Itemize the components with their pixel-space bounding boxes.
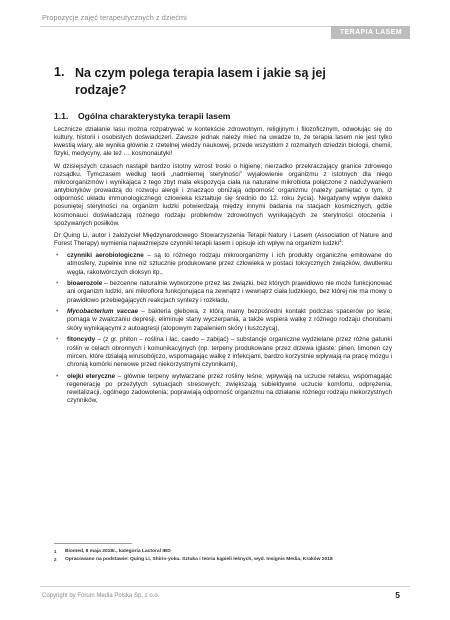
list-item bbox=[54, 373, 392, 406]
list-item-text: – bakteria glebowa, z którą mamy bezpośredni kontakt podczas spacerów po lesie; pomaga w zwalczaniu depresji, eliminuje stany wyczerpania, a także wspiera walkę z różnego rodzaju chorobami skóry wynikającymi z autoagresji (atopowym zapaleniem skóry i łuszczycą), bbox=[67, 308, 393, 332]
body-text bbox=[54, 126, 392, 409]
section-number: 1.1. bbox=[54, 111, 69, 121]
list-item bbox=[54, 308, 392, 332]
chapter-number: 1. bbox=[54, 65, 65, 79]
section-heading bbox=[54, 111, 230, 121]
list-item-term: Mycobacterium vaccae bbox=[67, 308, 139, 316]
footnote-reference[interactable]: 1 bbox=[339, 237, 342, 243]
list-item-text: – bezcenne naturalnie wytworzone przez las związki, bez których prawidłowo nie może funkcjonować ani organizm ludzki, ani mikroflora funkcjonująca na zewnątrz i wewnątrz ciała ludzkiego, bez której nie ma mowy o prawidłowo przebiegających reakcjach syntezy i rozkładu, bbox=[67, 280, 392, 304]
footnote bbox=[54, 549, 392, 555]
intro-end: : bbox=[341, 240, 344, 248]
bullet-icon: • bbox=[56, 252, 59, 260]
footnote-number: 2 bbox=[54, 556, 57, 562]
paragraph: Lecznicze działanie lasu można rozpatrywać w kontekście zdrowotnym, religijnym i filozoficznym, odwołując się do kultury, historii i osobistych doświadczeń. Zawsze jednak należy mieć na uwadze to, że terapia lasem nie jest tylko kwestią wiary, ale wynika głównie z rzetelnej wiedzy naukowej, przede wszystkim z rozmaitych dziedzin biologii, chemii, fizyki, medycyny, ale też … kosmonautyki! bbox=[54, 126, 392, 158]
footer-rule bbox=[40, 586, 410, 587]
bullet-icon: • bbox=[56, 280, 59, 288]
list-item-text: – głównie terpeny wytwarzane przez rośliny leśne; wpływają na uczucie relaksu, wspomagając regenerację po przeżytych sytuacjach stresowych; zwiększają subiektywne uczucie komfortu, odprężenia, rewitalizacji, ogólnego zadowolenia; poprawiają odporność organizmu na działanie różnego rodzaju niekorzystnych czynników, bbox=[67, 372, 393, 405]
list-item-text: – (z gr. phiton – roślina i łac. caedo – zabijać) – substancje organiczne wydzielane przez różne gatunki roślin w celach obronnych i komunikacyjnych (np. terpeny produkowane przez drzewa iglaste: pinen, limonen czy mircen, które działają wirusobójczo, wspomagając walkę z infekcjami, bardzo korzystnie wpływają na pracę mózgu i chronią komórki nerwowe przed niekorzystnymi czynnikami), bbox=[67, 336, 392, 368]
footnote-number: 1 bbox=[54, 549, 57, 554]
list-item-term: fitoncydy bbox=[67, 336, 96, 344]
copyright: Copyright by Forum Media Polska Sp. z o.o. bbox=[42, 593, 160, 599]
factor-list bbox=[54, 252, 392, 405]
paragraph: W dzisiejszych czasach nastąpił bardzo istotny wzrost troski o higienę, nierzadko przekraczający granice zdrowego rozsądku. Tymczasem według teorii „nadmiernej sterylności” wyjałowienie organizmu z istotnych dla niego mikroorganizmów i wynikająca z tego zbyt mała ekspozycja ciała na naturalne mikrobiota połączone z nadużywaniem antybiotyków prowadzą do rozwoju alergii i znacząco obniżają odporność organizmu (należy pamiętać o tym, iż odporność układu immunologicznego człowieka kształtuje się średnio do 12. roku życia). Negatywny wpływ daleko posuniętej sterylności na organizm ludzki potwierdzają między innymi badania na stacjach kosmicznych, gdzie kosmonauci doświadczają różnego rodzaju problemów zdrowotnych wynikających ze sterylności otoczenia i spożywanych posiłków. bbox=[54, 162, 392, 227]
bullet-icon: • bbox=[56, 372, 59, 380]
section-title: Ogólna charakterystyka terapii lasem bbox=[78, 111, 231, 121]
footnote bbox=[54, 557, 392, 563]
list-item-term: bioaerozole bbox=[67, 280, 103, 288]
bullet-icon: • bbox=[56, 308, 59, 316]
footnotes bbox=[54, 549, 392, 565]
footnote-rule bbox=[54, 543, 132, 544]
list-item-term: czynniki aerobiologiczne bbox=[67, 252, 144, 260]
list-item-term: olejki eteryczne bbox=[67, 372, 116, 380]
chapter-title: Na czym polega terapia lasem i jakie są jej rodzaje? bbox=[75, 66, 326, 97]
list-item-text: – są to różnego rodzaju mikroorganizmy i ich produkty organiczne emitowane do atmosfery, zupełnie inne niż sztucznie produkowane przez człowieka w postaci toksycznych związków, dwutlenku węgla, rakotwórczych dioksyn itp., bbox=[67, 252, 392, 276]
intro-text: Dr Quing Li, autor i założyciel Międzynarodowego Stowarzyszenia Terapii Natury i Lasem (Association of Nature and Forest Therapy) wymienia najważniejsze czynniki terapii lasem i opisuje ich wpływ na organizm ludzki bbox=[54, 231, 392, 248]
list-item bbox=[54, 280, 392, 304]
bullet-icon: • bbox=[56, 336, 59, 344]
intro-paragraph bbox=[54, 232, 392, 248]
footnote-text: Biomed, 8 maja 2018r., kategoria Lactoral IBD bbox=[65, 549, 171, 554]
footnote-text: Opracowano na podstawie: Quing Li, Shirin-yoku. Sztuka i teoria kąpieli leśnych, wyd. Insignis Media, Kraków 2018 bbox=[65, 556, 333, 562]
list-item bbox=[54, 336, 392, 369]
section-tab: TERAPIA LASEM bbox=[331, 26, 410, 39]
list-item bbox=[54, 252, 392, 276]
page-number: 5 bbox=[395, 590, 400, 600]
running-header: Propozycje zajęć terapeutycznych z dziećmi bbox=[42, 13, 187, 22]
